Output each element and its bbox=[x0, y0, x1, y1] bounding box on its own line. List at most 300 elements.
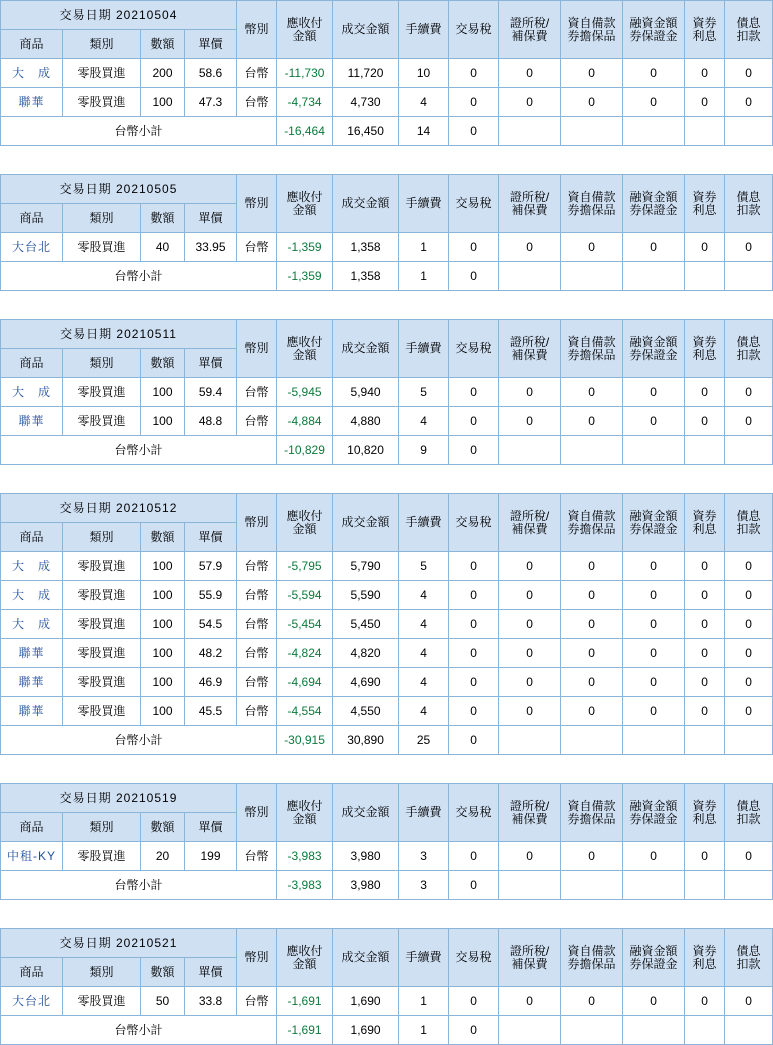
cell-unit-price: 58.6 bbox=[185, 59, 237, 88]
cell-payable: -4,884 bbox=[277, 407, 333, 436]
cell-quantity: 50 bbox=[141, 987, 185, 1016]
col-header-product: 商品 bbox=[1, 958, 63, 987]
subtotal-sec-tax bbox=[499, 1016, 561, 1045]
cell-sec-tax: 0 bbox=[499, 59, 561, 88]
cell-trade-tax: 0 bbox=[449, 59, 499, 88]
cell-product: 聯華 bbox=[1, 668, 63, 697]
col-header-debt: 債息 扣款 bbox=[725, 1, 773, 59]
block-date-row bbox=[1, 320, 773, 349]
cell-deal-amount: 1,690 bbox=[333, 987, 399, 1016]
cell-trade-tax: 0 bbox=[449, 407, 499, 436]
cell-currency: 台幣 bbox=[237, 88, 277, 117]
subtotal-trade-tax: 0 bbox=[449, 262, 499, 291]
cell-interest: 0 bbox=[685, 552, 725, 581]
cell-quantity: 100 bbox=[141, 552, 185, 581]
col-header-deal-amount: 成交金額 bbox=[333, 1, 399, 59]
table-row bbox=[1, 59, 773, 88]
col-header-currency: 幣別 bbox=[237, 1, 277, 59]
cell-fee: 1 bbox=[399, 233, 449, 262]
cell-category: 零股買進 bbox=[63, 88, 141, 117]
block-spacer bbox=[0, 291, 716, 319]
subtotal-margin-self bbox=[561, 1016, 623, 1045]
col-header-trade-tax: 交易稅 bbox=[449, 929, 499, 987]
cell-category: 零股買進 bbox=[63, 987, 141, 1016]
cell-product: 大 成 bbox=[1, 610, 63, 639]
cell-margin-loan: 0 bbox=[623, 407, 685, 436]
col-header-margin-loan: 融資金額 券保證金 bbox=[623, 494, 685, 552]
cell-deal-amount: 4,880 bbox=[333, 407, 399, 436]
cell-product: 大台北 bbox=[1, 233, 63, 262]
cell-margin-loan: 0 bbox=[623, 842, 685, 871]
col-header-product: 商品 bbox=[1, 204, 63, 233]
cell-quantity: 20 bbox=[141, 842, 185, 871]
subtotal-interest bbox=[685, 726, 725, 755]
cell-deal-amount: 4,820 bbox=[333, 639, 399, 668]
cell-payable: -3,983 bbox=[277, 842, 333, 871]
subtotal-trade-tax: 0 bbox=[449, 1016, 499, 1045]
subtotal-margin-loan bbox=[623, 871, 685, 900]
table-row bbox=[1, 88, 773, 117]
cell-product: 中租-KY bbox=[1, 842, 63, 871]
cell-margin-self: 0 bbox=[561, 88, 623, 117]
cell-interest: 0 bbox=[685, 639, 725, 668]
cell-product: 大台北 bbox=[1, 987, 63, 1016]
cell-currency: 台幣 bbox=[237, 697, 277, 726]
transaction-block bbox=[0, 783, 773, 900]
cell-category: 零股買進 bbox=[63, 407, 141, 436]
subtotal-margin-self bbox=[561, 726, 623, 755]
cell-payable: -5,454 bbox=[277, 610, 333, 639]
col-header-interest: 資券 利息 bbox=[685, 320, 725, 378]
col-header-fee: 手續費 bbox=[399, 784, 449, 842]
cell-unit-price: 45.5 bbox=[185, 697, 237, 726]
col-header-unit-price: 單價 bbox=[185, 30, 237, 59]
subtotal-debt bbox=[725, 262, 773, 291]
cell-fee: 3 bbox=[399, 842, 449, 871]
cell-category: 零股買進 bbox=[63, 610, 141, 639]
col-header-margin-self: 資自備款 券擔保品 bbox=[561, 929, 623, 987]
cell-margin-self: 0 bbox=[561, 639, 623, 668]
cell-unit-price: 33.8 bbox=[185, 987, 237, 1016]
transaction-block bbox=[0, 493, 773, 755]
transaction-block bbox=[0, 928, 773, 1045]
subtotal-sec-tax bbox=[499, 871, 561, 900]
cell-currency: 台幣 bbox=[237, 59, 277, 88]
cell-sec-tax: 0 bbox=[499, 668, 561, 697]
col-header-fee: 手續費 bbox=[399, 320, 449, 378]
cell-interest: 0 bbox=[685, 842, 725, 871]
col-header-interest: 資券 利息 bbox=[685, 1, 725, 59]
subtotal-interest bbox=[685, 871, 725, 900]
cell-payable: -5,945 bbox=[277, 378, 333, 407]
subtotal-deal-amount: 1,690 bbox=[333, 1016, 399, 1045]
cell-sec-tax: 0 bbox=[499, 581, 561, 610]
trade-date-header: 交易日期 20210504 bbox=[1, 1, 237, 30]
cell-sec-tax: 0 bbox=[499, 842, 561, 871]
cell-quantity: 100 bbox=[141, 407, 185, 436]
table-row bbox=[1, 610, 773, 639]
cell-payable: -11,730 bbox=[277, 59, 333, 88]
spacer-cell bbox=[0, 146, 716, 174]
col-header-quantity: 數額 bbox=[141, 30, 185, 59]
cell-margin-self: 0 bbox=[561, 552, 623, 581]
cell-fee: 4 bbox=[399, 581, 449, 610]
table-row bbox=[1, 233, 773, 262]
cell-sec-tax: 0 bbox=[499, 697, 561, 726]
cell-sec-tax: 0 bbox=[499, 407, 561, 436]
cell-deal-amount: 5,590 bbox=[333, 581, 399, 610]
cell-deal-amount: 4,730 bbox=[333, 88, 399, 117]
cell-deal-amount: 3,980 bbox=[333, 842, 399, 871]
subtotal-payable: -3,983 bbox=[277, 871, 333, 900]
subtotal-label: 台幣小計 bbox=[1, 726, 277, 755]
col-header-product: 商品 bbox=[1, 813, 63, 842]
col-header-payable: 應收付 金額 bbox=[277, 494, 333, 552]
subtotal-debt bbox=[725, 871, 773, 900]
cell-quantity: 100 bbox=[141, 378, 185, 407]
cell-margin-self: 0 bbox=[561, 842, 623, 871]
cell-product: 大 成 bbox=[1, 378, 63, 407]
cell-payable: -4,734 bbox=[277, 88, 333, 117]
cell-trade-tax: 0 bbox=[449, 610, 499, 639]
subtotal-row bbox=[1, 436, 773, 465]
col-header-payable: 應收付 金額 bbox=[277, 175, 333, 233]
col-header-unit-price: 單價 bbox=[185, 349, 237, 378]
col-header-unit-price: 單價 bbox=[185, 204, 237, 233]
cell-unit-price: 46.9 bbox=[185, 668, 237, 697]
cell-quantity: 200 bbox=[141, 59, 185, 88]
block-date-row bbox=[1, 929, 773, 958]
cell-product: 聯華 bbox=[1, 639, 63, 668]
subtotal-trade-tax: 0 bbox=[449, 117, 499, 146]
cell-margin-loan: 0 bbox=[623, 581, 685, 610]
cell-unit-price: 33.95 bbox=[185, 233, 237, 262]
col-header-category: 類別 bbox=[63, 349, 141, 378]
cell-margin-loan: 0 bbox=[623, 610, 685, 639]
col-header-sec-tax: 證所稅/ 補保費 bbox=[499, 929, 561, 987]
col-header-margin-loan: 融資金額 券保證金 bbox=[623, 1, 685, 59]
cell-deal-amount: 5,450 bbox=[333, 610, 399, 639]
col-header-payable: 應收付 金額 bbox=[277, 320, 333, 378]
subtotal-row bbox=[1, 1016, 773, 1045]
col-header-payable: 應收付 金額 bbox=[277, 784, 333, 842]
subtotal-debt bbox=[725, 1016, 773, 1045]
col-header-interest: 資券 利息 bbox=[685, 494, 725, 552]
cell-interest: 0 bbox=[685, 88, 725, 117]
cell-category: 零股買進 bbox=[63, 552, 141, 581]
cell-margin-loan: 0 bbox=[623, 639, 685, 668]
cell-margin-self: 0 bbox=[561, 581, 623, 610]
subtotal-fee: 3 bbox=[399, 871, 449, 900]
subtotal-fee: 14 bbox=[399, 117, 449, 146]
subtotal-label: 台幣小計 bbox=[1, 262, 277, 291]
cell-category: 零股買進 bbox=[63, 233, 141, 262]
cell-fee: 5 bbox=[399, 552, 449, 581]
cell-unit-price: 55.9 bbox=[185, 581, 237, 610]
block-date-row bbox=[1, 784, 773, 813]
block-date-row bbox=[1, 1, 773, 30]
cell-margin-self: 0 bbox=[561, 987, 623, 1016]
cell-quantity: 100 bbox=[141, 581, 185, 610]
col-header-margin-loan: 融資金額 券保證金 bbox=[623, 175, 685, 233]
cell-debt: 0 bbox=[725, 668, 773, 697]
subtotal-payable: -1,691 bbox=[277, 1016, 333, 1045]
cell-deal-amount: 5,940 bbox=[333, 378, 399, 407]
trade-date-header: 交易日期 20210519 bbox=[1, 784, 237, 813]
cell-category: 零股買進 bbox=[63, 581, 141, 610]
cell-fee: 10 bbox=[399, 59, 449, 88]
col-header-deal-amount: 成交金額 bbox=[333, 320, 399, 378]
cell-trade-tax: 0 bbox=[449, 552, 499, 581]
cell-quantity: 100 bbox=[141, 668, 185, 697]
cell-product: 大 成 bbox=[1, 581, 63, 610]
cell-sec-tax: 0 bbox=[499, 987, 561, 1016]
subtotal-label: 台幣小計 bbox=[1, 871, 277, 900]
col-header-currency: 幣別 bbox=[237, 929, 277, 987]
block-spacer bbox=[0, 755, 716, 783]
cell-interest: 0 bbox=[685, 668, 725, 697]
col-header-fee: 手續費 bbox=[399, 1, 449, 59]
col-header-interest: 資券 利息 bbox=[685, 784, 725, 842]
subtotal-sec-tax bbox=[499, 117, 561, 146]
trade-date-header: 交易日期 20210521 bbox=[1, 929, 237, 958]
subtotal-payable: -30,915 bbox=[277, 726, 333, 755]
cell-currency: 台幣 bbox=[237, 668, 277, 697]
cell-debt: 0 bbox=[725, 842, 773, 871]
col-header-sec-tax: 證所稅/ 補保費 bbox=[499, 784, 561, 842]
cell-unit-price: 59.4 bbox=[185, 378, 237, 407]
cell-debt: 0 bbox=[725, 88, 773, 117]
trade-date-header: 交易日期 20210511 bbox=[1, 320, 237, 349]
cell-debt: 0 bbox=[725, 552, 773, 581]
cell-deal-amount: 4,690 bbox=[333, 668, 399, 697]
spacer-cell bbox=[0, 291, 716, 319]
transaction-block bbox=[0, 174, 773, 291]
col-header-debt: 債息 扣款 bbox=[725, 929, 773, 987]
cell-deal-amount: 5,790 bbox=[333, 552, 399, 581]
col-header-debt: 債息 扣款 bbox=[725, 494, 773, 552]
cell-margin-loan: 0 bbox=[623, 88, 685, 117]
subtotal-fee: 1 bbox=[399, 1016, 449, 1045]
col-header-debt: 債息 扣款 bbox=[725, 784, 773, 842]
col-header-category: 類別 bbox=[63, 813, 141, 842]
cell-sec-tax: 0 bbox=[499, 552, 561, 581]
cell-fee: 1 bbox=[399, 987, 449, 1016]
table-row bbox=[1, 697, 773, 726]
col-header-quantity: 數額 bbox=[141, 204, 185, 233]
table-row bbox=[1, 842, 773, 871]
cell-payable: -5,594 bbox=[277, 581, 333, 610]
col-header-trade-tax: 交易稅 bbox=[449, 494, 499, 552]
col-header-deal-amount: 成交金額 bbox=[333, 929, 399, 987]
cell-trade-tax: 0 bbox=[449, 88, 499, 117]
subtotal-margin-self bbox=[561, 871, 623, 900]
col-header-quantity: 數額 bbox=[141, 523, 185, 552]
trade-date-header: 交易日期 20210512 bbox=[1, 494, 237, 523]
col-header-debt: 債息 扣款 bbox=[725, 175, 773, 233]
cell-margin-self: 0 bbox=[561, 233, 623, 262]
cell-debt: 0 bbox=[725, 378, 773, 407]
col-header-margin-self: 資自備款 券擔保品 bbox=[561, 320, 623, 378]
col-header-trade-tax: 交易稅 bbox=[449, 1, 499, 59]
col-header-sec-tax: 證所稅/ 補保費 bbox=[499, 1, 561, 59]
subtotal-interest bbox=[685, 117, 725, 146]
col-header-margin-loan: 融資金額 券保證金 bbox=[623, 320, 685, 378]
col-header-margin-self: 資自備款 券擔保品 bbox=[561, 1, 623, 59]
cell-quantity: 40 bbox=[141, 233, 185, 262]
col-header-unit-price: 單價 bbox=[185, 523, 237, 552]
cell-deal-amount: 4,550 bbox=[333, 697, 399, 726]
cell-payable: -1,691 bbox=[277, 987, 333, 1016]
table-row bbox=[1, 639, 773, 668]
col-header-sec-tax: 證所稅/ 補保費 bbox=[499, 494, 561, 552]
cell-debt: 0 bbox=[725, 610, 773, 639]
subtotal-debt bbox=[725, 726, 773, 755]
cell-fee: 5 bbox=[399, 378, 449, 407]
subtotal-trade-tax: 0 bbox=[449, 871, 499, 900]
subtotal-sec-tax bbox=[499, 262, 561, 291]
cell-margin-loan: 0 bbox=[623, 552, 685, 581]
cell-margin-self: 0 bbox=[561, 610, 623, 639]
cell-payable: -1,359 bbox=[277, 233, 333, 262]
cell-interest: 0 bbox=[685, 59, 725, 88]
subtotal-interest bbox=[685, 262, 725, 291]
cell-trade-tax: 0 bbox=[449, 697, 499, 726]
subtotal-row bbox=[1, 262, 773, 291]
cell-debt: 0 bbox=[725, 233, 773, 262]
cell-category: 零股買進 bbox=[63, 378, 141, 407]
spacer-cell bbox=[0, 900, 716, 928]
subtotal-fee: 25 bbox=[399, 726, 449, 755]
cell-fee: 4 bbox=[399, 639, 449, 668]
col-header-trade-tax: 交易稅 bbox=[449, 175, 499, 233]
cell-product: 聯華 bbox=[1, 697, 63, 726]
cell-quantity: 100 bbox=[141, 639, 185, 668]
cell-deal-amount: 11,720 bbox=[333, 59, 399, 88]
col-header-margin-self: 資自備款 券擔保品 bbox=[561, 784, 623, 842]
cell-margin-self: 0 bbox=[561, 59, 623, 88]
transaction-block bbox=[0, 319, 773, 465]
block-date-row bbox=[1, 175, 773, 204]
cell-unit-price: 57.9 bbox=[185, 552, 237, 581]
subtotal-row bbox=[1, 726, 773, 755]
cell-fee: 4 bbox=[399, 610, 449, 639]
block-spacer bbox=[0, 900, 716, 928]
cell-margin-loan: 0 bbox=[623, 233, 685, 262]
cell-trade-tax: 0 bbox=[449, 842, 499, 871]
cell-sec-tax: 0 bbox=[499, 639, 561, 668]
cell-debt: 0 bbox=[725, 987, 773, 1016]
cell-trade-tax: 0 bbox=[449, 668, 499, 697]
cell-interest: 0 bbox=[685, 378, 725, 407]
cell-category: 零股買進 bbox=[63, 842, 141, 871]
cell-product: 大 成 bbox=[1, 59, 63, 88]
table-row bbox=[1, 407, 773, 436]
col-header-margin-self: 資自備款 券擔保品 bbox=[561, 175, 623, 233]
cell-currency: 台幣 bbox=[237, 552, 277, 581]
cell-payable: -4,694 bbox=[277, 668, 333, 697]
col-header-margin-loan: 融資金額 券保證金 bbox=[623, 929, 685, 987]
cell-sec-tax: 0 bbox=[499, 88, 561, 117]
cell-quantity: 100 bbox=[141, 697, 185, 726]
subtotal-payable: -1,359 bbox=[277, 262, 333, 291]
subtotal-label: 台幣小計 bbox=[1, 436, 277, 465]
col-header-product: 商品 bbox=[1, 349, 63, 378]
cell-quantity: 100 bbox=[141, 610, 185, 639]
col-header-trade-tax: 交易稅 bbox=[449, 784, 499, 842]
cell-sec-tax: 0 bbox=[499, 378, 561, 407]
cell-debt: 0 bbox=[725, 639, 773, 668]
col-header-fee: 手續費 bbox=[399, 494, 449, 552]
table-row bbox=[1, 378, 773, 407]
cell-currency: 台幣 bbox=[237, 233, 277, 262]
col-header-trade-tax: 交易稅 bbox=[449, 320, 499, 378]
subtotal-debt bbox=[725, 436, 773, 465]
cell-fee: 4 bbox=[399, 88, 449, 117]
cell-sec-tax: 0 bbox=[499, 610, 561, 639]
subtotal-margin-loan bbox=[623, 262, 685, 291]
cell-product: 聯華 bbox=[1, 88, 63, 117]
cell-currency: 台幣 bbox=[237, 407, 277, 436]
col-header-quantity: 數額 bbox=[141, 813, 185, 842]
cell-product: 聯華 bbox=[1, 407, 63, 436]
cell-margin-loan: 0 bbox=[623, 697, 685, 726]
cell-trade-tax: 0 bbox=[449, 378, 499, 407]
cell-category: 零股買進 bbox=[63, 697, 141, 726]
subtotal-row bbox=[1, 871, 773, 900]
subtotal-margin-loan bbox=[623, 1016, 685, 1045]
table-row bbox=[1, 581, 773, 610]
cell-margin-self: 0 bbox=[561, 407, 623, 436]
cell-margin-loan: 0 bbox=[623, 378, 685, 407]
spacer-cell bbox=[0, 755, 716, 783]
col-header-debt: 債息 扣款 bbox=[725, 320, 773, 378]
cell-category: 零股買進 bbox=[63, 668, 141, 697]
subtotal-margin-loan bbox=[623, 726, 685, 755]
subtotal-row bbox=[1, 117, 773, 146]
subtotal-label: 台幣小計 bbox=[1, 117, 277, 146]
cell-category: 零股買進 bbox=[63, 639, 141, 668]
spacer-cell bbox=[0, 465, 716, 493]
cell-fee: 4 bbox=[399, 697, 449, 726]
subtotal-interest bbox=[685, 436, 725, 465]
transaction-block bbox=[0, 0, 773, 146]
table-row bbox=[1, 987, 773, 1016]
cell-margin-loan: 0 bbox=[623, 59, 685, 88]
cell-currency: 台幣 bbox=[237, 639, 277, 668]
col-header-currency: 幣別 bbox=[237, 175, 277, 233]
subtotal-debt bbox=[725, 117, 773, 146]
cell-currency: 台幣 bbox=[237, 581, 277, 610]
cell-trade-tax: 0 bbox=[449, 233, 499, 262]
cell-unit-price: 48.2 bbox=[185, 639, 237, 668]
block-spacer bbox=[0, 465, 716, 493]
cell-interest: 0 bbox=[685, 581, 725, 610]
subtotal-fee: 1 bbox=[399, 262, 449, 291]
cell-interest: 0 bbox=[685, 987, 725, 1016]
col-header-sec-tax: 證所稅/ 補保費 bbox=[499, 320, 561, 378]
col-header-unit-price: 單價 bbox=[185, 958, 237, 987]
col-header-category: 類別 bbox=[63, 204, 141, 233]
cell-payable: -4,554 bbox=[277, 697, 333, 726]
col-header-currency: 幣別 bbox=[237, 320, 277, 378]
subtotal-deal-amount: 1,358 bbox=[333, 262, 399, 291]
subtotal-payable: -16,464 bbox=[277, 117, 333, 146]
col-header-category: 類別 bbox=[63, 523, 141, 552]
col-header-fee: 手續費 bbox=[399, 175, 449, 233]
cell-interest: 0 bbox=[685, 697, 725, 726]
col-header-margin-loan: 融資金額 券保證金 bbox=[623, 784, 685, 842]
